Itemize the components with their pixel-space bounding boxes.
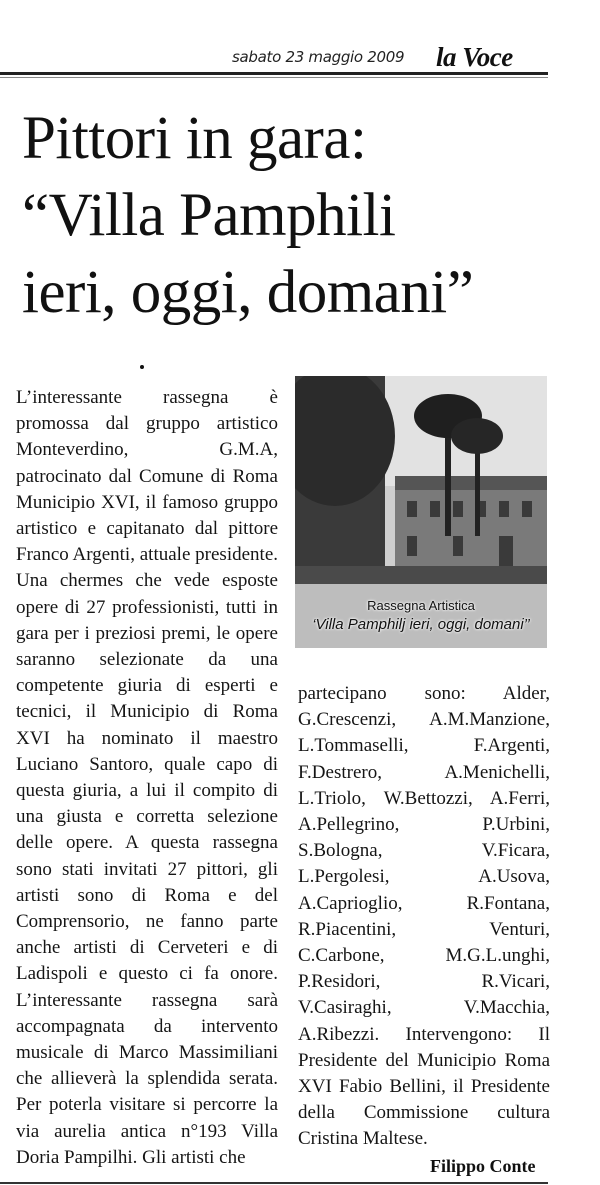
- headline-line-3: ieri, oggi, domani”: [22, 259, 474, 326]
- article-body-right-column: partecipano sono: Alder, G.Crescenzi, A.M.Manzione, L.Tommaselli, F.Argenti, F.Destrero, A.Menichelli, L.Triolo, W.Bettozzi, A.Ferri, A.Pellegrino, P.Urbini, S.Bologna, V.Ficara, L.Pergolesi, A.Usova, A.Caprioglio, R.Fontana, R.Piacentini, Venturi, C.Carbone, M.G.L.unghi, P.Residori, R.Vicari, V.Casiraghi, V.Macchia, A.Ribezzi. Intervengono: Il Presidente del Municipio Roma XVI Fabio Bellini, il Presidente della Commissione cultura Cristina Maltese.: [298, 683, 550, 1150]
- article-photo: [295, 376, 547, 648]
- masthead: [0, 38, 600, 78]
- separator-dot: [140, 365, 144, 369]
- headline-line-1: Pittori in gara:: [22, 105, 367, 172]
- article-byline: Filippo Conte: [430, 1156, 536, 1176]
- newspaper-logo: la Voce: [436, 42, 513, 72]
- article-body-left-column: L’interessante rassegna è promossa dal gruppo artistico Monteverdino, G.M.A, patrocinato dal Comune di Roma Municipio XVI, il famoso gruppo artistico e capitanato dal pittore Franco Argenti, attuale presidente. Una chermes che vede esposte opere di 27 professionisti, tutti in gara per i preziosi premi, le opere saranno selezionate da una competente giuria di esperti e tecnici, il Municipio di Roma XVI ha nominato il maestro Luciano Santoro, quale capo di questa giuria, a lui il compito di una giusta e corretta selezione delle opere. A questa rassegna sono stati invitati 27 pittori, gli artisti sono di Roma e del Comprensorio, ne fanno parte anche artisti di Cerveteri e di Ladispoli e questo ci fa onore. L’interessante rassegna sarà accompagnata da intervento musicale di Marco Massimiliani che allieverà la splendida serata. Per poterla visitare si percorre la via aurelia antica n°193 Villa Doria Pampilhi. Gli artisti che: [16, 387, 278, 1168]
- masthead-rule-thin: [0, 77, 548, 78]
- article-headline: [22, 100, 582, 331]
- issue-date: sabato 23 maggio 2009: [232, 48, 405, 66]
- photo-caption-title: Rassegna Artistica: [367, 598, 475, 613]
- masthead-rule: [0, 72, 548, 75]
- page-bottom-rule: [0, 1182, 548, 1184]
- photo-caption-subtitle: ‘Villa Pamphilj ieri, oggi, domani’’: [312, 616, 530, 633]
- headline-line-2: “Villa Pamphili: [22, 182, 396, 249]
